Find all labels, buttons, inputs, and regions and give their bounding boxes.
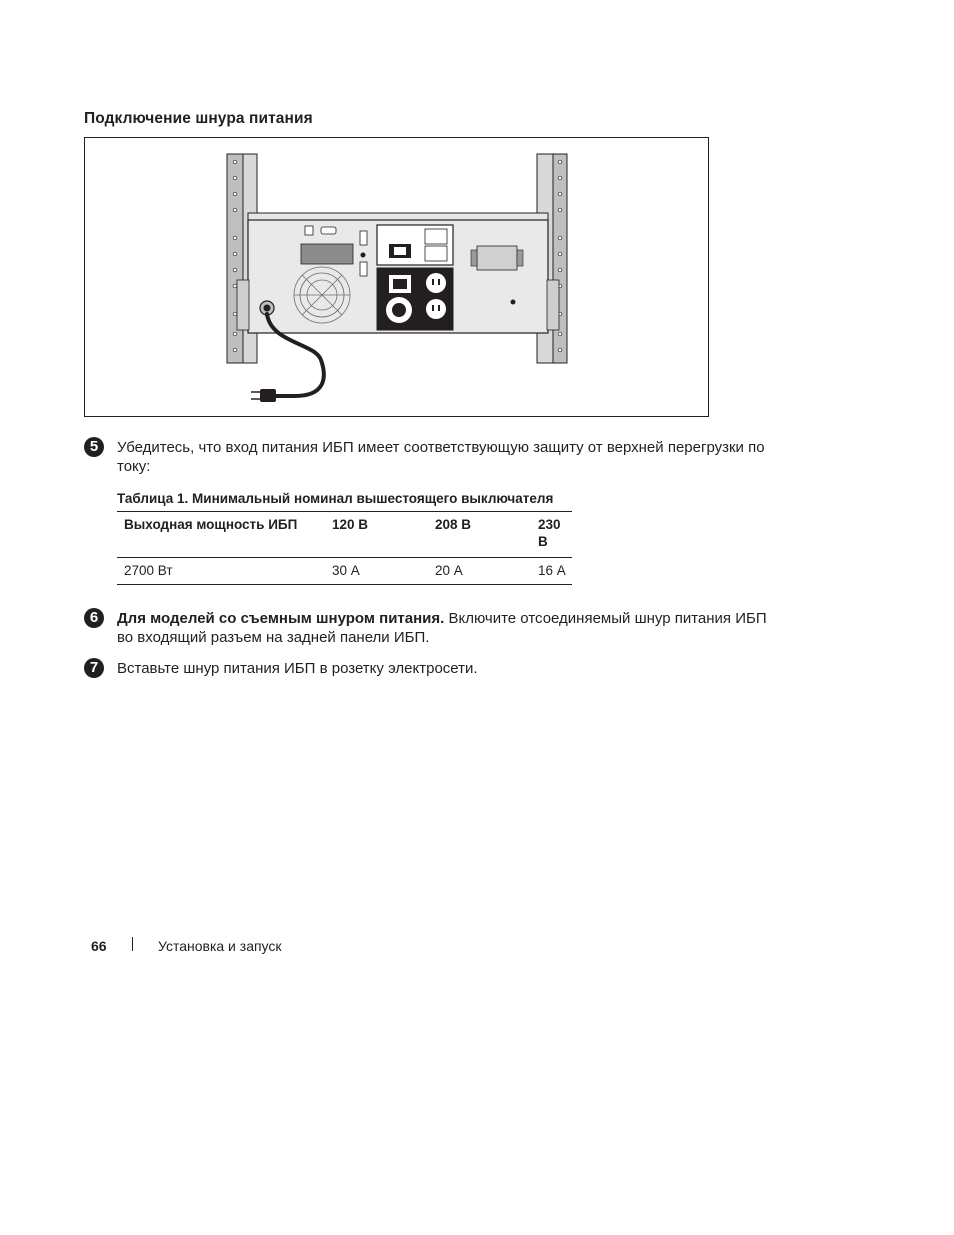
- step-bold-lead: Для моделей со съемным шнуром питания.: [117, 610, 445, 627]
- table-header: 230 В: [531, 512, 572, 558]
- step-text: Убедитесь, что вход питания ИБП имеет соответствующую защиту от верхней перегрузки по току:: [117, 439, 765, 475]
- table-cell: 20 А: [428, 558, 531, 585]
- section-title: Подключение шнура питания: [84, 110, 313, 127]
- step-text: Вставьте шнур питания ИБП в розетку электросети.: [117, 660, 478, 677]
- table-header: Выходная мощность ИБП: [117, 512, 325, 558]
- step-text: [117, 609, 767, 647]
- figure-frame: [84, 137, 709, 417]
- table-row: [117, 558, 572, 585]
- page-number: 66: [91, 938, 107, 954]
- ups-rear-panel-diagram-icon: [85, 138, 708, 416]
- table-cell: 30 А: [325, 558, 428, 585]
- table-header-row: [117, 512, 572, 558]
- footer-section-title: Установка и запуск: [158, 938, 282, 954]
- table-cell: 16 А: [531, 558, 572, 585]
- step-text-body: Включите отсоединяемый шнур питания ИБП во входящий разъем на задней панели ИБП.: [117, 610, 767, 646]
- step-number-badge: 6: [84, 608, 104, 628]
- step-number-badge: 7: [84, 658, 104, 678]
- table-caption: Таблица 1. Минимальный номинал вышестоящего выключателя: [117, 491, 554, 506]
- table-cell: 2700 Вт: [117, 558, 325, 585]
- footer-divider: [132, 937, 133, 951]
- table-header: 120 В: [325, 512, 428, 558]
- table-header: 208 В: [428, 512, 531, 558]
- breaker-rating-table: [117, 511, 572, 585]
- step-number-badge: 5: [84, 437, 104, 457]
